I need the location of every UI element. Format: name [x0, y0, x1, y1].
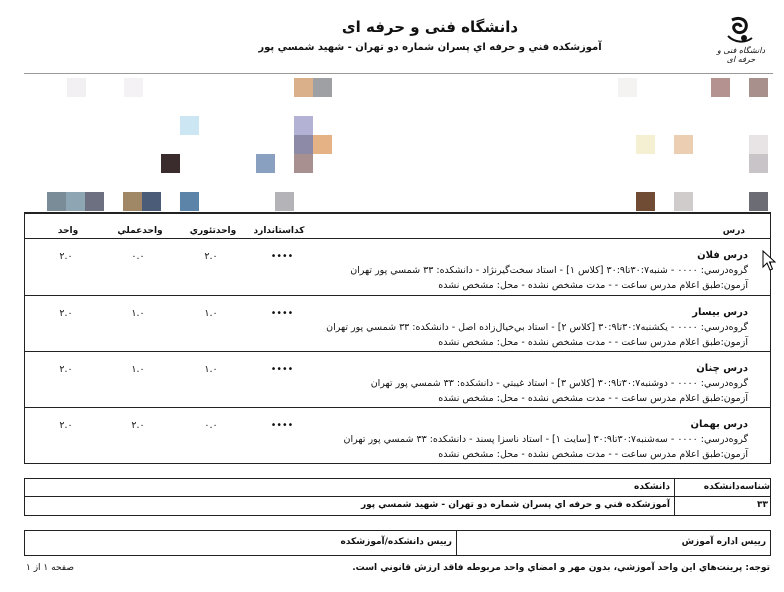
course-code: ••••	[270, 251, 294, 262]
header-theory: واحدتئوري	[189, 226, 237, 236]
header-code: كداستاندارد	[253, 226, 305, 236]
course-schedule: گروه‌درسي: ٠٠٠٠ - يكشنبه٣٠:٧تا٣٠:٩ [كلاس ٢] - استاد بي‌خيال‌زاده اصل - دانشكده: ٣٣ شمسي پور تهران	[326, 322, 748, 333]
course-name: درس فلان	[697, 250, 748, 261]
course-exam: آزمون:طبق اعلام مدرس ساعت - - مدت مشخص نشده - محل: مشخص نشده	[438, 280, 748, 291]
course-code: ••••	[270, 308, 294, 319]
university-logo	[710, 16, 772, 64]
course-practical: ١.٠	[131, 308, 145, 319]
signature-col-divider	[456, 530, 457, 556]
course-name: درس چنان	[696, 363, 748, 374]
course-units: ٢.٠	[59, 420, 73, 431]
row-divider	[24, 351, 771, 352]
course-theory: ٢.٠	[204, 251, 218, 262]
page-subtitle: آموزشکده فني و حرفه اي پسران شماره دو تهران - شهيد شمسي پور	[258, 42, 602, 53]
course-name: درس بهمان	[690, 419, 748, 430]
header-units: واحد	[57, 226, 79, 236]
faculty-id-value: ٣٣	[757, 500, 768, 510]
course-name: درس بيسار	[692, 307, 748, 318]
page-title: دانشگاه فنی و حرفه ای	[341, 18, 519, 36]
faculty-divider	[24, 496, 771, 497]
logo-emblem-icon	[710, 16, 772, 46]
course-theory: ٠.٠	[204, 420, 218, 431]
course-schedule: گروه‌درسي: ٠٠٠٠ - دوشنبه٣٠:٧تا٣٠:٩ [كلاس ٣] - استاد غيبتي - دانشكده: ٣٣ شمسي پور تهران	[370, 378, 748, 389]
course-units: ٢.٠	[59, 364, 73, 375]
faculty-col-divider	[674, 478, 675, 516]
course-exam: آزمون:طبق اعلام مدرس ساعت - - مدت مشخص نشده - محل: مشخص نشده	[438, 393, 748, 404]
faculty-id-label: شناسه‌دانشكده	[703, 482, 770, 492]
page-number: صفحه ١ از ١	[26, 563, 74, 573]
course-code: ••••	[270, 364, 294, 375]
education-head-label: رييس اداره آموزش	[681, 537, 766, 547]
row-divider	[24, 407, 771, 408]
course-practical: ٢.٠	[131, 420, 145, 431]
faculty-name-value: آموزشكده فني و حرفه اي پسران شماره دو تهران - شهيد شمسي پور	[360, 500, 670, 510]
faculty-name-label: دانشكده	[634, 482, 670, 492]
course-code: ••••	[270, 420, 294, 431]
course-units: ٢.٠	[59, 308, 73, 319]
header-divider-line	[24, 238, 771, 239]
course-theory: ١.٠	[204, 308, 218, 319]
redacted-image-strip	[24, 74, 773, 212]
mouse-cursor-icon	[762, 250, 776, 272]
course-schedule: گروه‌درسي: ٠٠٠٠ - شنبه٣٠:٧تا٣٠:٩ [كلاس ١] - استاد سخت‌گيرنژاد - دانشكده: ٣٣ شمسي پور تهران	[350, 265, 748, 276]
logo-text: دانشگاه فنی و حرفه ای	[716, 46, 766, 64]
header-practical: واحدعملي	[117, 226, 163, 236]
row-divider	[24, 295, 771, 296]
footer-note: توجه: پرينت‌هاي اين واحد آموزشي، بدون مهر و امضاي واحد مربوطه فاقد ارزش قانوني است.	[352, 563, 770, 573]
course-theory: ١.٠	[204, 364, 218, 375]
course-schedule: گروه‌درسي: ٠٠٠٠ - سه‌شنبه٣٠:٧تا٣٠:٩ [سايت ١] - استاد ناسزا پسند - دانشكده: ٣٣ شمسي پور تهران	[343, 434, 748, 445]
course-exam: آزمون:طبق اعلام مدرس ساعت - - مدت مشخص نشده - محل: مشخص نشده	[438, 337, 748, 348]
course-exam: آزمون:طبق اعلام مدرس ساعت - - مدت مشخص نشده - محل: مشخص نشده	[438, 449, 748, 460]
course-practical: ١.٠	[131, 364, 145, 375]
faculty-head-label: رييس دانشكده/آموزشكده	[340, 537, 452, 547]
course-practical: ٠.٠	[131, 251, 145, 262]
course-units: ٢.٠	[59, 251, 73, 262]
header-course: درس	[722, 226, 745, 236]
